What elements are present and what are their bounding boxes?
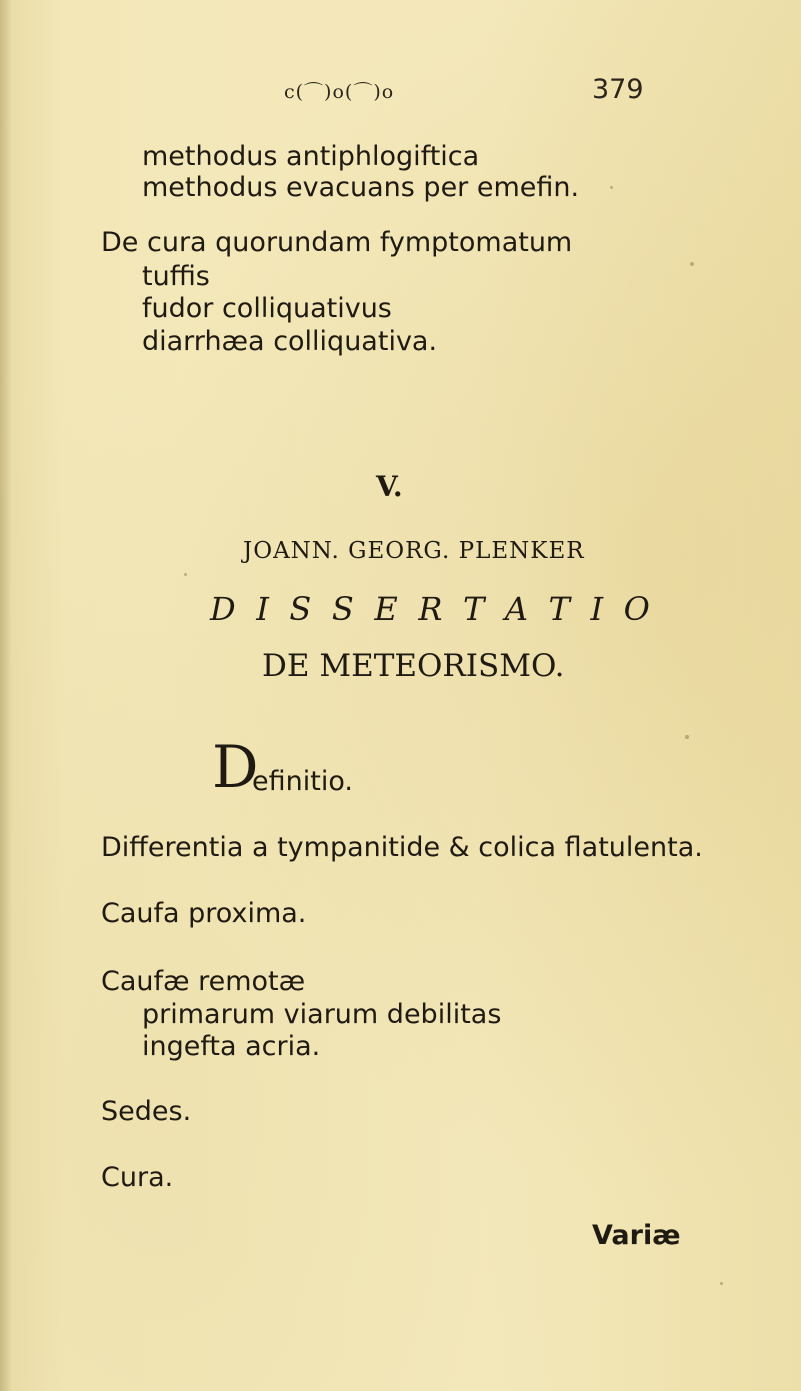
paper-speck	[720, 1282, 723, 1285]
dissertatio-subtitle: DE METEORISMO.	[262, 648, 565, 684]
paper-speck	[184, 573, 187, 576]
title-letter: T	[462, 590, 485, 628]
section-number: V.	[376, 470, 403, 503]
title-letter: S	[331, 590, 354, 628]
outline-differentia: Differentia a tympanitide & colica flatulenta.	[101, 832, 703, 863]
dissertatio-title	[210, 590, 660, 628]
list-item: ingefta acria.	[142, 1031, 321, 1062]
outline-causae-remotae: Caufæ remotæ	[101, 966, 306, 997]
list-item: diarrhæa colliquativa.	[142, 326, 438, 357]
list-item: methodus evacuans per emefin.	[142, 172, 580, 203]
outline-definitio: efinitio.	[252, 766, 353, 797]
title-letter: I	[590, 590, 604, 628]
outline-causa-proxima: Caufa proxima.	[101, 898, 307, 929]
list-item: fudor colliquativus	[142, 293, 392, 324]
page-gutter-shadow	[0, 0, 12, 1391]
drop-cap: D	[212, 733, 259, 801]
title-letter: E	[374, 590, 398, 628]
catchword: Variæ	[592, 1220, 681, 1251]
title-letter: S	[289, 590, 312, 628]
paper-speck	[610, 186, 613, 189]
paper-speck	[685, 735, 689, 739]
header-ornament: c(⌒)o(⌒)o	[284, 81, 395, 103]
paper-speck	[690, 262, 694, 266]
list-item: primarum viarum debilitas	[142, 999, 502, 1030]
outline-sedes: Sedes.	[101, 1096, 192, 1127]
title-letter: T	[548, 590, 570, 628]
author-name: JOANN. GEORG. PLENKER	[243, 538, 585, 564]
title-letter: O	[623, 590, 650, 628]
title-letter: A	[504, 590, 528, 628]
title-letter: D	[210, 590, 236, 628]
symptoms-heading: De cura quorundam fymptomatum	[101, 227, 573, 258]
page-number: 379	[592, 74, 644, 105]
title-letter: R	[418, 590, 443, 628]
list-item: tuffis	[142, 261, 210, 292]
list-item: methodus antiphlogiftica	[142, 141, 480, 172]
outline-cura: Cura.	[101, 1162, 174, 1193]
title-letter: I	[256, 590, 269, 628]
